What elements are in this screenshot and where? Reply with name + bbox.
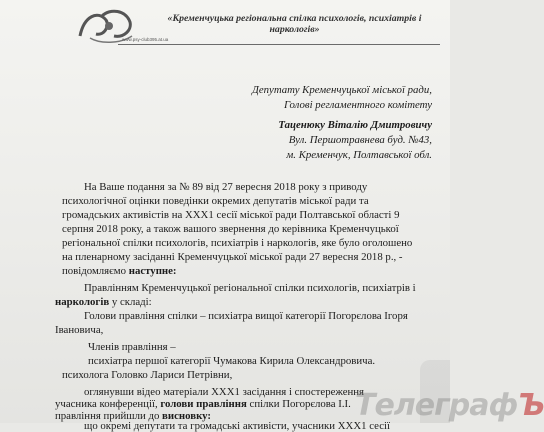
body-line: Голови правління спілки – психіатра вищої категорії Погорєлова Ігоря: [84, 310, 408, 322]
body-line: повідомляємо наступне:: [62, 265, 177, 277]
body-line: Правлінням Кременчуцької регіональної спілки психологів, психіатрів і: [84, 282, 416, 294]
body-line: Івановича,: [55, 324, 104, 336]
addressee-street: Вул. Першотравнева буд. №43,: [288, 134, 432, 146]
body-line: психологічної оцінки поведінки окремих депутатів міської ради та: [62, 195, 369, 207]
body-line: на пленарному засіданні Кременчуцької міської ради 27 вересня 2018 р., -: [62, 251, 403, 263]
body-line: оглянувши відео матеріали XXX1 засідання і спостереження: [84, 386, 365, 398]
organization-name: «Кременчуцька регіональна спілка психологів, психіатрів і наркологів»: [167, 13, 422, 35]
header-divider: [118, 44, 440, 45]
addressee-title-line2: Голові регламентного комітету: [283, 99, 432, 111]
body-line: що окремі депутати та громадські активісти, учасники XXX1 сесії: [84, 420, 390, 432]
body-line: психолога Головко Лариси Петрівни,: [62, 369, 233, 381]
addressee-name: Таценюку Віталію Дмитровичу: [278, 119, 432, 131]
website-address: www.psy-club395.at.ua: [122, 37, 169, 42]
body-line: регіональної спілки психологів, психіатрів і наркологів, яке було оголошено: [62, 237, 413, 249]
body-line: учасника конференції, голови правління спілки Погорєлова І.І.: [55, 398, 351, 410]
watermark-logo: ТелеграфЪ: [355, 388, 544, 423]
addressee-city: м. Кременчук, Полтавської обл.: [286, 149, 432, 161]
body-line: психіатра першої категорії Чумакова Кирила Олександровича.: [88, 355, 376, 367]
body-line: Членів правління –: [88, 341, 176, 353]
body-line: громадських активістів на XXX1 сесії міської ради Полтавської області 9: [62, 209, 400, 221]
addressee-title-line1: Депутату Кременчуцької міської ради,: [251, 84, 432, 96]
body-line: правління прийшли до висновку:: [55, 410, 211, 422]
body-line: серпня 2018 року, а також вашого звернення до керівника Кременчуцької: [62, 223, 399, 235]
body-line: наркологів у складі:: [55, 296, 152, 308]
body-line: На Ваше подання за № 89 від 27 вересня 2018 року з приводу: [84, 181, 368, 193]
